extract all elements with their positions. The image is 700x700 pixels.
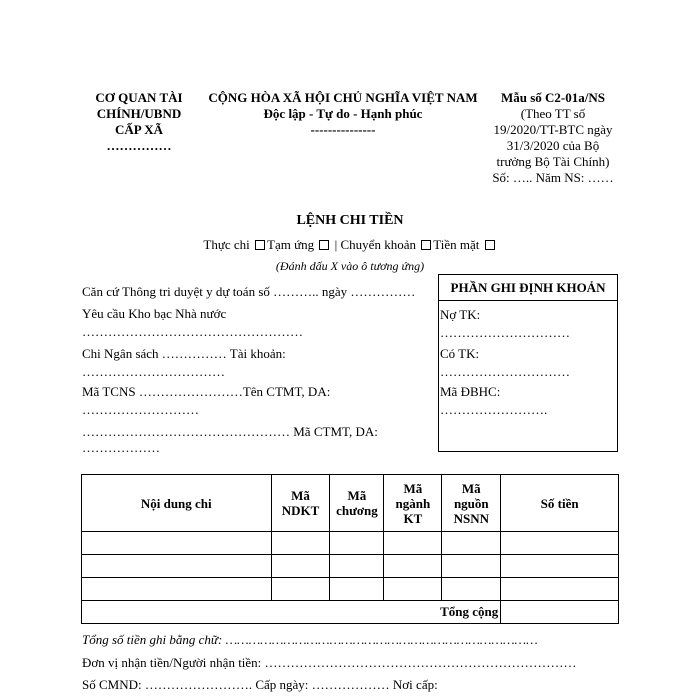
accounting-entry-box — [438, 274, 618, 452]
transfer-checkbox[interactable] — [421, 240, 431, 250]
tcns-field[interactable]: Mã TCNS ……………………Tên CTMT, DA: — [82, 384, 331, 399]
option-cash-label: Tiền mặt — [433, 237, 480, 252]
expense-table — [81, 474, 619, 624]
country-name: CỘNG HÒA XÃ HỘI CHỦ NGHĨA VIỆT NAM — [208, 90, 478, 105]
table-cell[interactable] — [384, 555, 442, 578]
table-cell[interactable] — [330, 532, 384, 555]
ctmt-dots[interactable]: ……………… — [82, 440, 160, 455]
form-reference: 31/3/2020 của Bộ — [506, 138, 600, 153]
tcns-dots[interactable]: ……………………… — [82, 402, 199, 417]
option-advance-label: Tạm ứng — [267, 237, 315, 252]
accounting-box-title: PHẦN GHI ĐỊNH KHOẢN — [439, 275, 617, 301]
credit-account-label: Có TK: — [440, 346, 480, 361]
table-cell[interactable] — [82, 555, 272, 578]
table-cell[interactable] — [442, 555, 501, 578]
basis-field[interactable]: Căn cứ Thông tri duyệt y dự toán số ……….. ngày …………… — [82, 284, 416, 299]
total-label: Tổng cộng — [82, 601, 501, 624]
agency-line: CẤP XÃ — [114, 122, 164, 137]
table-cell[interactable] — [501, 532, 619, 555]
form-reference: 19/2020/TT-BTC ngày — [493, 122, 613, 137]
col-header-amount: Số tiền — [501, 475, 619, 532]
cash-checkbox[interactable] — [485, 240, 495, 250]
amount-in-words-field[interactable]: Tổng số tiền ghi bằng chữ: ……………………………………………………………………… — [82, 632, 538, 647]
col-header-sector: Mã ngành KT — [384, 475, 442, 532]
table-cell[interactable] — [82, 532, 272, 555]
col-header-content: Nội dung chi — [82, 475, 272, 532]
table-cell[interactable] — [384, 532, 442, 555]
treasury-request-field[interactable]: …………………………………………… — [82, 324, 303, 339]
table-cell[interactable] — [442, 532, 501, 555]
dbhc-field[interactable]: ……………………. — [440, 402, 548, 417]
table-cell[interactable] — [330, 555, 384, 578]
document-title: LỆNH CHI TIỀN — [296, 213, 404, 228]
col-header-source: Mã nguồn NSNN — [442, 475, 501, 532]
id-card-field[interactable]: Số CMND: ……………………. Cấp ngày: ……………… Nơi cấp: — [82, 677, 438, 692]
option-transfer-label: Chuyển khoản — [340, 237, 416, 252]
debit-account-field[interactable]: ………………………… — [440, 325, 570, 340]
table-row[interactable] — [82, 532, 619, 555]
table-cell[interactable] — [442, 578, 501, 601]
table-cell[interactable] — [271, 532, 330, 555]
checkbox-instruction: (Đánh dấu X vào ô tương ứng) — [275, 259, 425, 273]
ctmt-field[interactable]: ………………………………………… Mã CTMT, DA: — [82, 424, 378, 439]
receiver-field[interactable]: Đơn vị nhận tiền/Người nhận tiền: ……………………………………………………………… — [82, 655, 577, 670]
form-reference: trưởng Bộ Tài Chính) — [496, 154, 610, 169]
table-row[interactable] — [82, 578, 619, 601]
agency-line: CHÍNH/UBND — [96, 106, 182, 121]
motto-rule: --------------- — [310, 122, 376, 137]
advance-checkbox[interactable] — [319, 240, 329, 250]
col-header-ndkt: Mã NDKT — [271, 475, 330, 532]
table-cell[interactable] — [82, 578, 272, 601]
table-row[interactable] — [82, 555, 619, 578]
form-reference: (Theo TT số — [520, 106, 586, 121]
budget-account-dots[interactable]: …………………………… — [82, 364, 225, 379]
table-cell[interactable] — [501, 555, 619, 578]
credit-account-field[interactable]: ………………………… — [440, 364, 570, 379]
table-cell[interactable] — [501, 578, 619, 601]
agency-header — [80, 90, 198, 154]
budget-account-field[interactable]: Chi Ngân sách …………… Tài khoản: — [82, 346, 286, 361]
national-header — [193, 90, 493, 138]
table-cell[interactable] — [271, 578, 330, 601]
total-amount-cell[interactable] — [501, 601, 619, 624]
separator: | — [331, 237, 338, 252]
table-header-row — [82, 475, 619, 532]
motto: Độc lập - Tự do - Hạnh phúc — [263, 106, 423, 121]
table-cell[interactable] — [330, 578, 384, 601]
total-row — [82, 601, 619, 624]
actual-checkbox[interactable] — [255, 240, 265, 250]
dbhc-label: Mã ĐBHC: — [440, 384, 501, 399]
treasury-request-label: Yêu cầu Kho bạc Nhà nước — [82, 306, 227, 321]
agency-line: CƠ QUAN TÀI — [95, 90, 183, 105]
table-cell[interactable] — [384, 578, 442, 601]
document-number: Số: ….. Năm NS: …… — [492, 170, 614, 185]
col-header-chapter: Mã chương — [330, 475, 384, 532]
table-cell[interactable] — [271, 555, 330, 578]
option-actual-label: Thực chi — [203, 237, 250, 252]
form-code-header — [478, 90, 628, 186]
payment-options — [0, 237, 700, 253]
agency-line: …………… — [106, 138, 172, 153]
form-code: Mẫu số C2-01a/NS — [500, 90, 605, 105]
debit-account-label: Nợ TK: — [440, 307, 481, 322]
